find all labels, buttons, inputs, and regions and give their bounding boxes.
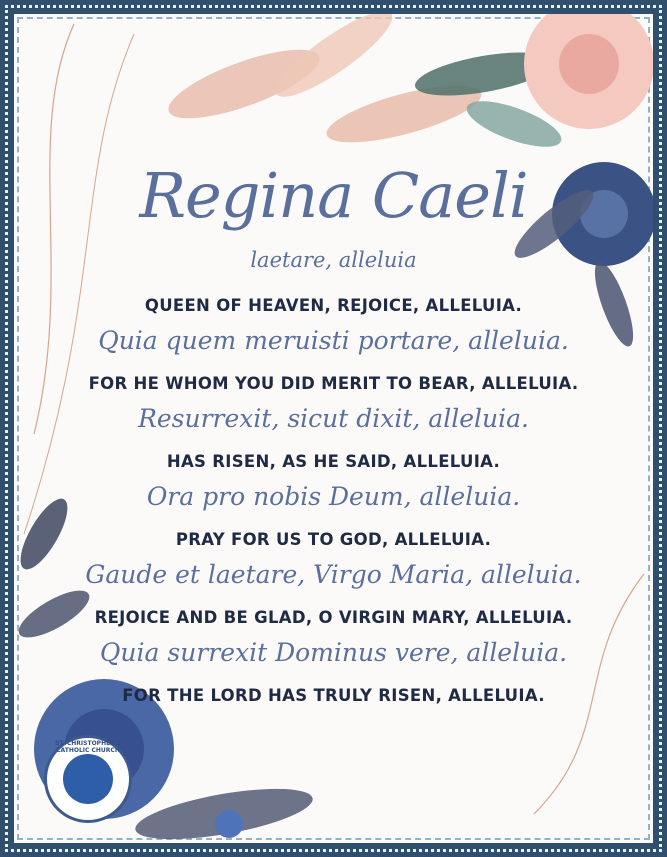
parish-logo xyxy=(44,735,132,823)
latin-line: Ora pro nobis Deum, alleluia. xyxy=(146,482,521,511)
english-line: FOR THE LORD HAS TRULY RISEN, ALLELUIA. xyxy=(122,686,545,705)
english-line: QUEEN OF HEAVEN, REJOICE, ALLELUIA. xyxy=(144,296,523,315)
english-line: PRAY FOR US TO GOD, ALLELUIA. xyxy=(175,530,492,549)
english-line: REJOICE AND BE GLAD, O VIRGIN MARY, ALLELUIA. xyxy=(94,608,573,627)
english-line: HAS RISEN, AS HE SAID, ALLELUIA. xyxy=(166,452,501,471)
blue-flower xyxy=(215,810,243,838)
latin-line: Resurrexit, sicut dixit, alleluia. xyxy=(138,404,529,433)
ship-icon xyxy=(63,754,113,804)
prayer-title: Regina Caeli xyxy=(139,159,528,232)
prayer-subtitle: laetare, alleluia xyxy=(250,248,417,272)
logo-text: ST. CHRISTOPHER'S CATHOLIC CHURCH xyxy=(55,740,121,754)
english-line: FOR HE WHOM YOU DID MERIT TO BEAR, ALLELUIA. xyxy=(88,374,579,393)
latin-line: Gaude et laetare, Virgo Maria, alleluia. xyxy=(85,560,582,589)
pink-peony-center xyxy=(559,34,619,94)
copper-wire-left xyxy=(34,24,74,434)
latin-line: Quia surrexit Dominus vere, alleluia. xyxy=(99,638,568,667)
latin-line: Quia quem meruisti portare, alleluia. xyxy=(98,326,569,355)
